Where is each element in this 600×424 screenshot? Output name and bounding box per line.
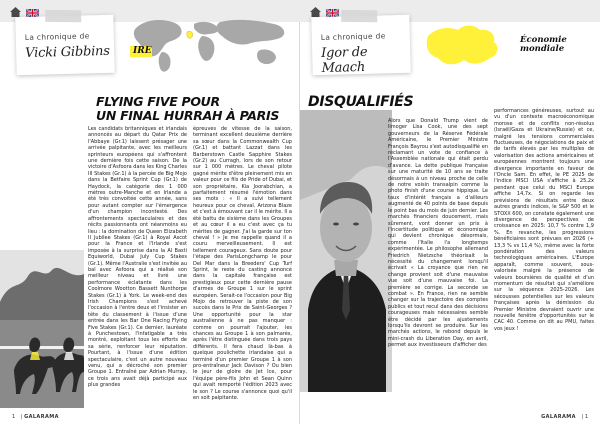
section-tag: Économie mondiale xyxy=(520,35,567,54)
left-page-number: 1 xyxy=(12,414,16,420)
tape-decoration xyxy=(341,10,377,22)
article-headline xyxy=(96,95,292,123)
right-page-number: 1 xyxy=(584,414,588,420)
columnist-card xyxy=(311,15,410,76)
home-icon[interactable] xyxy=(10,7,21,17)
columnist-name: Vicki Gibbins xyxy=(25,43,110,62)
brand-logo-right: GALARAMA xyxy=(541,414,576,420)
column-kicker: La chronique de xyxy=(320,31,386,43)
right-page xyxy=(300,0,600,424)
article-text-col-2: épreuves de vitesse de la saison, terminant excellent deuxième derrière sa sœur dans la Commonwealth Cup (Gr.1) et battant Lazzat dans les Barberstown Castle Sapphire Stakes (Gr.2) au Curragh, lors de son retour sur 1 000 mètres. Le cheval pilote gagné mérite d'être pleinement mis en valeur pour ce fils de Pride of Dubai, et son propriétaire, Kia Joorabchian, a parfaitement résumé l'émotion dans ses mots : « Il a suivi tellement heureux pour ce cheval. Arizona Blaze et c'est à émouvant car il le mérite. Il a été battu de sixième dans les Groupes et au cœur il a eu c'est avec ça tu mérites de gagner. J'ai la garde sur ton cheval ! » Je me rappelle quand il a couru merveilleusement. Il est tellement courageux. Sans doute pour l'étape des ParisLongchamp le pour Del Mar dans la Breeders' Cup Turf Sprint, le reste du casting annoncé dans la capitale française est prestigieux pour cette dernière pause d'armes de Groupe 1 sur le sprint européen. Serait-ce l'occasion pour Big Mojo de retrouver la piste de son succès dans le Prix de Saint-Georges ? Une opportunité pour la star australienne à ne pas manquer : comme on pourrait l'ajouter, les chances au Groupe 1 à son palmarès, après l'être distinguée dans trois pays différents. Il fera chaud là-bas à quelque poulichette irlandaise qui a terminé d'un premier Groupe 1 à son pro-entraîneur Jack Davison ? Ou bien le jeur de gloire de Jet Ice, pour l'équipe père-fils John et Sean Quinn qui avait remporté l'édition 2023 avec le son ? Le course s'annonce quoi qu'il en soit palpitante. xyxy=(193,126,292,402)
article-headline: DISQUALIFIÉS xyxy=(308,94,414,110)
article-column-1 xyxy=(388,118,488,392)
horse-race-photo xyxy=(0,250,84,408)
headline-line-1: FLYING FIVE POUR xyxy=(96,94,220,109)
section-tag: IRE xyxy=(133,46,152,56)
right-page-footer: GALARAMA | 1 xyxy=(541,414,588,420)
article-column-1 xyxy=(88,126,187,392)
brand-logo-left: GALARAMA xyxy=(24,414,59,420)
home-icon[interactable] xyxy=(310,7,321,17)
world-map-illustration xyxy=(128,14,294,76)
left-page-footer: 1 | GALARAMA xyxy=(12,414,59,420)
article-text-col-2: performances généreuses, surtout au vu d'un contexte macroéconomique morose et de conflits non-résolus (Israël/Gaza et Ukraine/Russie) et ce, malgré les tensions commerciales fluctueuses, de négociations de paix et de tarifs élevés par les multiples de valorisation des actions américaines et européennes montrent toujours une divergence importante en faveur de l'Oncle Sam. En effet, le PE 2025 de l'indice MSCI USA s'affiche à 25,2x pendant que celui du MSCI Europe affiche 14,7x. Si on regarde les prévisions de résultats entre deux autres grands indices, le S&P 500 et le STOXX 600, on constate également une divergence de perspectives de croissance en 2025: 10,7 % contre 1,9 %. En revanche, les progressions bénéficiaires sont prévues en 2026 (+ 13,3 % vs 11,4 %), même avec la forte pondération des valeurs technologiques américaines. L'Europe apparaît, comme souvent, sous-valorisée malgré la présence de valeurs boursières de qualité et d'un momentum de résultat qui s'améliore sur la séquence 2025-2026. Les sécousses potentielles sur les valeurs françaises après la démission du Premier Ministre devraient ouvrir une nouvelle fenêtre d'opportunités sur le CAC 40. Comme on dit au PMU, faites vos jeux ! xyxy=(494,108,594,332)
article-text-col-1: Les candidats britanniques et irlandais annoncés au départ du Qatar Prix de l'Abbaye (Gr.1) laissent présager une arrivée palpitante, avec les meilleurs sprinteurs européens qui s'affrontent une dernière fois cette saison. De la victoire d'Asfoora dans les King Charles III Stakes (Gr.1) à la percée de Big Mojo dans la Betfaire Sprint Cup (Gr.1) de Haydock, la catégorie des 1 000 mètres outre-Manche et en Irlande a été très convoitée cette année, sans pour autant compter sur l'émergence d'un champion incontesté. Des affrontements spectaculaires et des récits passionnants ont néanmoins eu lieu : la domination de Queen Elizabeth II Jubilee Stakes (Gr.1) à Royal Ascot pour la France et l'Irlande s'est imposée à la surprise dans la Al Basti Equiworld, Dubai July Cup Stakes (Gr.1). Même l'Australie s'est invitée au bal avec Asfoora qui a réalisé son meilleur niveau et livré une performance éclatante dans les Coolmore Wootton Bassett Nunthorpe Stakes (Gr.1) à York. Le week-end des Irish Champions s'est achevé l'occasion à l'entre deux et l'insister en tête du classement à l'issue d'une entrée dans les Bar One Racing Flying Five Stakes (Gr.1). Ce dernier, lauréate à Punchestown, l'infatigable a très montré, exploitant tous les efforts de sa série, renforcer leur réputation. Pourtant, à l'issue d'une édition spectaculaire, c'est un autre nouveau venu, qui a décroché son premier Groupe 1. Entraîné par Adrian Murray, ce trois ans avait déjà participé aux plus grandes xyxy=(88,126,187,389)
columnist-name: Igor de Maach xyxy=(321,44,368,77)
article-column-2 xyxy=(193,126,292,402)
article-text-col-1: Alors que Donald Trump vient de limoger Lisa Cook, une des sept gouverneurs de la Réserve Fédérale Américaine, le Premier Ministre François Bayrou s'est autodisqualifié en réclamant un vote de confiance à l'Assemblée nationale qui était perdu d'avance. La dette publique française sur une maturité de 10 ans se traite désormais à un niveau proche de celle de notre voisin transalpin comme la photo finish d'une course hippique. Le taux d'intérêt français a d'ailleurs augmenté de 40 points de base depuis le point bas du mois de juin dernier. Les marchés financiers doucement, mais sûrement, vont donner un prix à l'incertitude politique et économique qui devient chronique désormais, comme l'Italie l'a longtemps expérimentée. Le philosophe allemand Friedrich Nietzsche théorisait la nécessité du changement lorsqu'il écrivait « La croyance que rien ne change provient soit d'une mauvaise vue soit d'une mauvaise foi. La première se corrige. La seconde se combat ». En France, rien ne semble changer sur la trajectoire des comptes publics et tout recul dans des décisions courageuses mais nécessaires semble être décidé par les ajustements lorsqu'ils devront se produire. Sur les marchés actions, le rebond depuis le mini-crash du Liberation Day, en avril, permet aux investisseurs d'afficher des xyxy=(388,118,488,349)
headline-line-2: UN FINAL HURRAH À PARIS xyxy=(96,108,280,123)
article-column-2 xyxy=(494,108,594,392)
tape-decoration xyxy=(45,10,81,22)
columnist-card xyxy=(15,15,114,76)
columnist-portrait-photo xyxy=(300,110,392,392)
column-kicker: La chronique de xyxy=(24,31,90,43)
